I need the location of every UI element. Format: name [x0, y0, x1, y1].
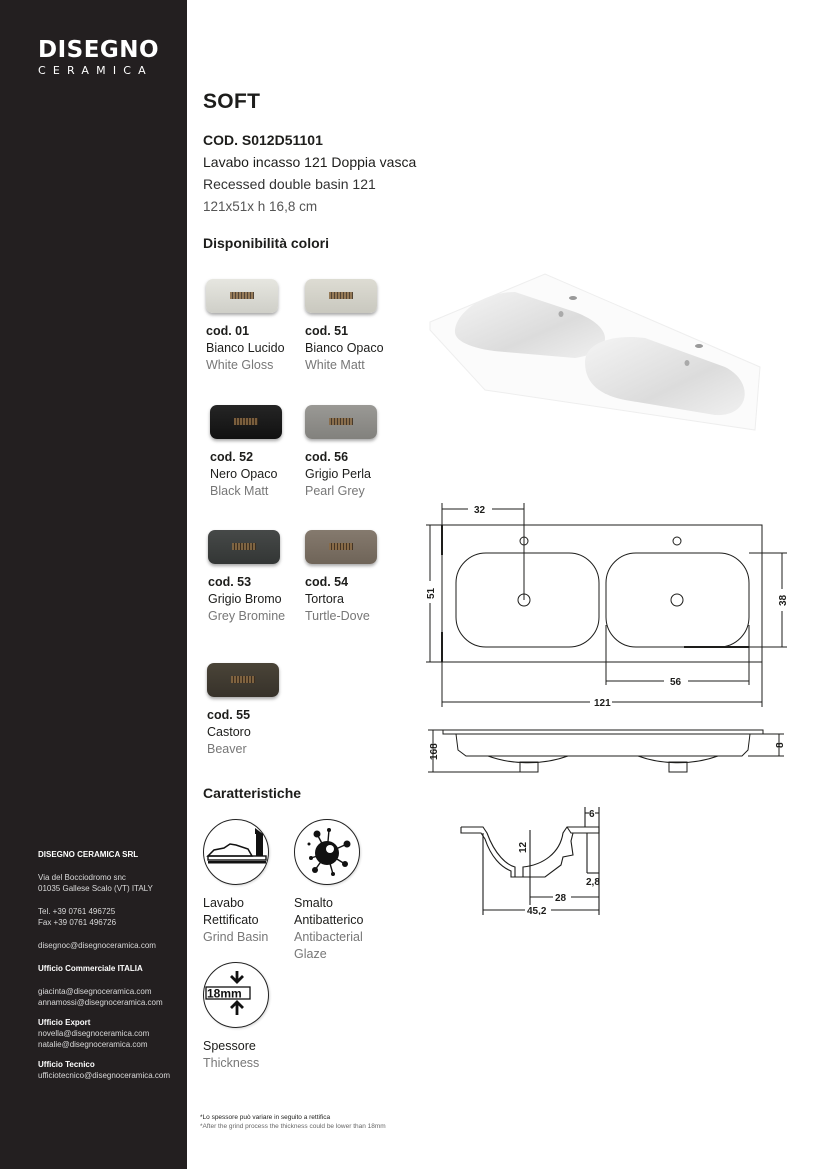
swatch-name-it: Nero Opaco: [210, 467, 278, 481]
office-email[interactable]: natalie@disegnoceramica.com: [38, 1040, 148, 1049]
color-swatch-55: [207, 663, 279, 758]
section-view-drawing: [455, 805, 605, 920]
swatch-name-en: Pearl Grey: [305, 484, 365, 498]
office-title-technical: Ufficio Tecnico: [38, 1060, 95, 1069]
color-chip: [206, 279, 278, 313]
swatch-code: cod. 55: [207, 708, 251, 722]
feature-name-it: Spessore: [203, 1039, 256, 1053]
logo-wordmark: DISEGNO: [38, 37, 160, 63]
features-heading: Caratteristiche: [203, 785, 302, 801]
office-title-commercial: Ufficio Commerciale ITALIA: [38, 964, 143, 973]
svg-text:168: 168: [429, 743, 440, 760]
swatch-code: cod. 54: [305, 575, 349, 589]
colors-heading: Disponibilità colori: [203, 235, 330, 251]
feature-name-en: Thickness: [203, 1056, 260, 1070]
svg-text:56: 56: [670, 677, 682, 688]
fax-number: Fax +39 0761 496726: [38, 918, 117, 927]
feature-antibacterial: [294, 819, 363, 963]
svg-text:12: 12: [518, 841, 529, 853]
swatch-name-it: Bianco Opaco: [305, 341, 384, 355]
feature-name-it: Lavabo Rettificato: [203, 896, 259, 927]
swatch-code: cod. 53: [208, 575, 252, 589]
product-description-en: Recessed double basin 121: [203, 176, 376, 192]
grind-basin-icon: [203, 819, 269, 885]
svg-text:121: 121: [594, 698, 611, 709]
logo-subtitle: CERAMICA: [38, 64, 153, 77]
contact-block: [38, 849, 183, 1081]
office-email[interactable]: giacinta@disegnoceramica.com: [38, 987, 152, 996]
swatch-name-en: White Gloss: [206, 358, 274, 372]
svg-text:45,2: 45,2: [527, 906, 547, 915]
color-swatch-56: [305, 405, 377, 500]
swatch-code: cod. 56: [305, 450, 349, 464]
phone-number: Tel. +39 0761 496725: [38, 907, 116, 916]
product-code: COD. S012D51101: [203, 132, 323, 148]
color-swatch-54: [305, 530, 377, 625]
color-chip: [210, 405, 282, 439]
swatch-name-en: Beaver: [207, 742, 247, 756]
product-title: SOFT: [203, 90, 261, 113]
svg-text:18mm: 18mm: [207, 986, 242, 1001]
swatch-name-it: Bianco Lucido: [206, 341, 285, 355]
brand-logo: [38, 38, 159, 78]
svg-text:8: 8: [775, 742, 786, 748]
company-name: DISEGNO CERAMICA SRL: [38, 850, 139, 859]
swatch-code: cod. 51: [305, 324, 349, 338]
footnote: [200, 1113, 386, 1131]
swatch-name-it: Tortora: [305, 592, 344, 606]
feature-name-it: Smalto Antibatterico: [294, 896, 364, 927]
thickness-icon: [203, 962, 269, 1028]
sidebar: [0, 0, 187, 1169]
color-swatch-51: [305, 279, 384, 374]
swatch-name-en: White Matt: [305, 358, 365, 372]
swatch-code: cod. 01: [206, 324, 250, 338]
product-dimensions: 121x51x h 16,8 cm: [203, 199, 318, 214]
address-line-1: Via del Bocciodromo snc: [38, 873, 126, 882]
office-title-export: Ufficio Export: [38, 1018, 91, 1027]
svg-text:2,8: 2,8: [586, 877, 600, 888]
svg-text:28: 28: [555, 893, 567, 904]
svg-text:6: 6: [589, 809, 595, 820]
color-chip: [208, 530, 280, 564]
footnote-it: *Lo spessore può variare in seguito a rettifica: [200, 1114, 331, 1121]
color-swatch-01: [206, 279, 285, 374]
feature-name-en: Grind Basin: [203, 930, 269, 944]
front-view-drawing: [420, 718, 800, 788]
feature-thickness: [203, 962, 269, 1072]
color-chip: [305, 279, 377, 313]
office-email[interactable]: novella@disegnoceramica.com: [38, 1029, 150, 1038]
svg-text:38: 38: [778, 594, 789, 606]
svg-text:51: 51: [426, 587, 437, 599]
feature-name-en: Antibacterial Glaze: [294, 930, 363, 961]
product-description-it: Lavabo incasso 121 Doppia vasca: [203, 154, 417, 170]
color-swatch-53: [208, 530, 285, 625]
top-view-drawing: [420, 495, 800, 715]
feature-grind-basin: [203, 819, 269, 946]
color-chip: [207, 663, 279, 697]
swatch-name-en: Grey Bromine: [208, 609, 286, 623]
swatch-name-it: Grigio Bromo: [208, 592, 282, 606]
footnote-en: *After the grind process the thickness could be lower than 18mm: [200, 1123, 386, 1130]
swatch-code: cod. 52: [210, 450, 254, 464]
svg-text:32: 32: [474, 505, 486, 516]
color-chip: [305, 405, 377, 439]
color-swatch-52: [210, 405, 282, 500]
company-email[interactable]: disegnoc@disegnoceramica.com: [38, 941, 156, 950]
color-chip: [305, 530, 377, 564]
swatch-name-it: Grigio Perla: [305, 467, 371, 481]
swatch-name-en: Turtle-Dove: [305, 609, 370, 623]
antibacterial-icon: [294, 819, 360, 885]
product-photo: [425, 272, 765, 437]
address-line-2: 01035 Gallese Scalo (VT) ITALY: [38, 884, 153, 893]
office-email[interactable]: ufficiotecnico@disegnoceramica.com: [38, 1071, 171, 1080]
swatch-name-en: Black Matt: [210, 484, 269, 498]
swatch-name-it: Castoro: [207, 725, 251, 739]
office-email[interactable]: annamossi@disegnoceramica.com: [38, 998, 163, 1007]
